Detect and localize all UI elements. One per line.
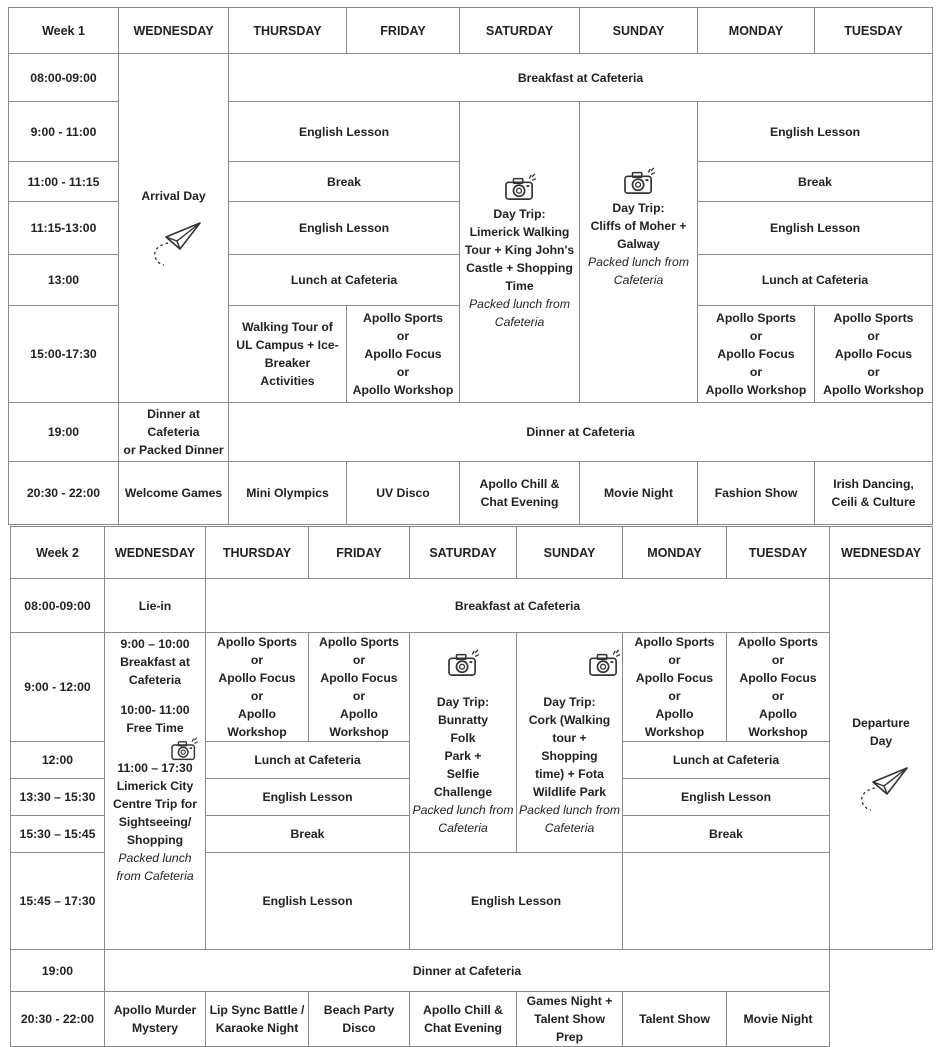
option-line: or <box>771 653 785 667</box>
lunch-cell: Lunch at Cafeteria <box>206 742 410 779</box>
packed-lunch-note: Packed lunch from <box>469 297 570 311</box>
option-line: Apollo Sports <box>319 635 399 649</box>
trip-line: Cliffs of Moher + <box>590 219 687 233</box>
packed-lunch-note: from Cafeteria <box>116 869 194 883</box>
option-line: or <box>668 653 681 667</box>
evening-activity-cell <box>815 462 933 525</box>
time-cell: 08:00-09:00 <box>11 579 105 633</box>
day-header: FRIDAY <box>309 527 410 579</box>
option-line: or <box>867 329 880 343</box>
time-cell: 11:00 - 11:15 <box>9 162 119 202</box>
camera-icon <box>622 167 656 195</box>
option-line: Apollo Workshop <box>352 383 454 397</box>
english-lesson-cell: English Lesson <box>410 853 623 950</box>
departure-line: Departure <box>852 716 910 730</box>
packed-lunch-note: Cafeteria <box>438 820 488 835</box>
evening-activity-cell: UV Disco <box>347 462 460 525</box>
packed-lunch-note: Cafeteria <box>613 273 664 287</box>
week-label: Week 2 <box>11 527 105 579</box>
option-line: or <box>396 329 410 343</box>
break-cell: Break <box>698 162 933 202</box>
evening-line: Karaoke Night <box>215 1021 299 1035</box>
evening-line: Games Night + <box>526 994 613 1008</box>
apollo-options-cell <box>206 633 309 742</box>
english-lesson-cell: English Lesson <box>623 779 830 816</box>
evening-activity-cell: Welcome Games <box>119 462 229 525</box>
evening-activity-cell <box>105 992 206 1047</box>
apollo-options-cell <box>698 306 815 403</box>
time-cell: 15:30 – 15:45 <box>11 816 105 853</box>
option-line: Apollo Focus <box>717 347 795 361</box>
trip-line: Day Trip: <box>543 694 596 709</box>
trip-line: Park + <box>444 748 482 763</box>
option-line: Apollo Workshop <box>748 707 808 739</box>
option-line: Apollo Focus <box>834 347 913 361</box>
option-line: Apollo Workshop <box>823 383 924 397</box>
option-line: Apollo Focus <box>320 671 398 685</box>
trip-line: Shopping <box>541 748 598 763</box>
day-header: TUESDAY <box>815 8 933 54</box>
evening-line: Beach Party <box>323 1003 395 1017</box>
camera-icon <box>169 737 199 761</box>
trip-line: Tour + King John's <box>464 243 575 257</box>
day-header: MONDAY <box>698 8 815 54</box>
paper-plane-icon <box>144 219 204 269</box>
plan-line: Centre Trip for <box>113 797 197 811</box>
day-header: SUNDAY <box>517 527 623 579</box>
apollo-options-cell <box>727 633 830 742</box>
option-line: Apollo Workshop <box>644 707 705 739</box>
week1-schedule-table <box>8 7 933 525</box>
saturday-day-trip-cell <box>460 102 580 403</box>
wednesday-dinner-cell <box>119 403 229 462</box>
week2-schedule-table <box>10 526 933 1047</box>
trip-line: Wildlife Park <box>532 784 607 799</box>
plan-line: 11:00 – 17:30 <box>117 761 193 775</box>
evening-activity-cell: Movie Night <box>580 462 698 525</box>
option-line: or <box>749 329 763 343</box>
activity-line: UL Campus + Ice- <box>236 338 339 352</box>
option-line: Apollo Sports <box>634 635 715 649</box>
time-cell: 19:00 <box>9 403 119 462</box>
option-line: Apollo Sports <box>217 635 297 649</box>
option-line: or <box>867 365 880 379</box>
time-cell: 9:00 - 12:00 <box>11 633 105 742</box>
activity-line: Breaker <box>264 356 311 370</box>
evening-activity-cell <box>206 992 309 1047</box>
wednesday-plan-cell <box>105 633 206 950</box>
option-line: or <box>668 689 681 703</box>
dinner-line: or Packed Dinner <box>123 443 224 457</box>
time-cell: 20:30 - 22:00 <box>9 462 119 525</box>
walking-tour-cell <box>229 306 347 403</box>
lunch-cell: Lunch at Cafeteria <box>229 255 460 306</box>
trip-line: Challenge <box>433 784 493 799</box>
activity-line: Activities <box>260 374 315 388</box>
day-header: THURSDAY <box>206 527 309 579</box>
evening-activity-cell: Talent Show <box>623 992 727 1047</box>
english-lesson-cell: English Lesson <box>229 102 460 162</box>
option-line: Apollo Focus <box>364 347 442 361</box>
option-line: or <box>250 689 264 703</box>
option-line: Apollo Workshop <box>329 707 389 739</box>
apollo-options-cell <box>623 633 727 742</box>
day-header: FRIDAY <box>347 8 460 54</box>
evening-line: Ceili & Culture <box>831 495 916 509</box>
option-line: Apollo Sports <box>738 635 818 649</box>
day-header: THURSDAY <box>229 8 347 54</box>
dinner-cell: Dinner at Cafeteria <box>105 950 830 992</box>
camera-icon <box>503 173 537 201</box>
english-lesson-cell: English Lesson <box>206 853 410 950</box>
departure-day-cell <box>830 579 933 950</box>
evening-line: Irish Dancing, <box>833 477 914 491</box>
lunch-cell: Lunch at Cafeteria <box>623 742 830 779</box>
plan-line: Free Time <box>126 721 184 735</box>
evening-activity-cell <box>410 992 517 1047</box>
evening-activity-cell: Mini Olympics <box>229 462 347 525</box>
apollo-options-cell <box>309 633 410 742</box>
option-line: or <box>352 653 366 667</box>
packed-lunch-note: Packed lunch <box>118 851 192 865</box>
trip-line: Time <box>505 279 534 293</box>
trip-line: Day Trip: <box>612 201 665 215</box>
day-header: WEDNESDAY <box>105 527 206 579</box>
time-cell: 19:00 <box>11 950 105 992</box>
day-header: TUESDAY <box>727 527 830 579</box>
english-lesson-cell: English Lesson <box>206 779 410 816</box>
option-line: or <box>250 653 264 667</box>
trip-line: Galway <box>617 237 660 251</box>
time-cell: 13:30 – 15:30 <box>11 779 105 816</box>
option-line: or <box>352 689 366 703</box>
plan-line: Shopping <box>126 833 184 847</box>
dinner-line: Dinner at Cafeteria <box>147 407 200 439</box>
breakfast-cell: Breakfast at Cafeteria <box>229 54 933 102</box>
plan-line: Cafeteria <box>128 673 182 687</box>
trip-line: Cork (Walking <box>528 712 611 727</box>
arrival-day-label: Arrival Day <box>141 189 206 203</box>
evening-line: Chat Evening <box>424 1021 502 1035</box>
evening-line: Mystery <box>131 1021 179 1035</box>
evening-line: Chat Evening <box>480 495 559 509</box>
paper-plane-icon <box>851 764 911 814</box>
trip-line: Folk <box>450 730 476 745</box>
evening-activity-cell: Fashion Show <box>698 462 815 525</box>
evening-line: Lip Sync Battle / <box>209 1003 305 1017</box>
break-cell: Break <box>229 162 460 202</box>
plan-line: Limerick City <box>116 779 194 793</box>
time-cell: 20:30 - 22:00 <box>11 992 105 1047</box>
plan-line: Sightseeing/ <box>118 815 192 829</box>
time-cell: 08:00-09:00 <box>9 54 119 102</box>
time-cell: 15:45 – 17:30 <box>11 853 105 950</box>
english-lesson-cell: English Lesson <box>229 202 460 255</box>
break-cell: Break <box>206 816 410 853</box>
packed-lunch-note: Packed lunch from <box>519 802 620 817</box>
dinner-cell: Dinner at Cafeteria <box>229 403 933 462</box>
trip-line: Castle + Shopping <box>466 261 573 275</box>
time-cell: 11:15-13:00 <box>9 202 119 255</box>
lie-in-cell: Lie-in <box>105 579 206 633</box>
departure-line: Day <box>869 734 893 748</box>
packed-lunch-note: Cafeteria <box>494 315 545 329</box>
day-header: SATURDAY <box>410 527 517 579</box>
day-header: WEDNESDAY <box>119 8 229 54</box>
camera-icon <box>446 649 480 677</box>
trip-line: time) + Fota <box>535 766 604 781</box>
evening-line: Disco <box>342 1021 376 1035</box>
packed-lunch-note: Packed lunch from <box>588 255 689 269</box>
day-header: MONDAY <box>623 527 727 579</box>
trip-line: tour + <box>552 730 587 745</box>
english-lesson-cell: English Lesson <box>698 102 933 162</box>
evening-line: Talent Show Prep <box>534 1012 605 1044</box>
time-cell: 15:00-17:30 <box>9 306 119 403</box>
evening-line: Apollo Chill & <box>423 1003 503 1017</box>
apollo-options-cell <box>815 306 933 403</box>
option-line: Apollo Focus <box>739 671 817 685</box>
time-cell: 12:00 <box>11 742 105 779</box>
evening-activity-cell <box>309 992 410 1047</box>
trip-line: Bunratty <box>437 712 489 727</box>
sunday-day-trip-cell <box>517 633 623 853</box>
option-line: Apollo Workshop <box>705 383 807 397</box>
trip-line: Day Trip: <box>436 694 490 709</box>
evening-activity-cell <box>460 462 580 525</box>
day-header: WEDNESDAY <box>830 527 933 579</box>
option-line: or <box>749 365 763 379</box>
apollo-options-cell <box>347 306 460 403</box>
time-cell: 13:00 <box>9 255 119 306</box>
evening-line: Apollo Chill & <box>479 477 560 491</box>
option-line: or <box>771 689 785 703</box>
camera-icon <box>587 649 621 677</box>
evening-activity-cell: Movie Night <box>727 992 830 1047</box>
plan-line: 9:00 – 10:00 <box>120 637 190 651</box>
option-line: Apollo Focus <box>218 671 296 685</box>
option-line: Apollo Focus <box>635 671 714 685</box>
day-header: SUNDAY <box>580 8 698 54</box>
trip-line: Day Trip: <box>493 207 546 221</box>
saturday-day-trip-cell <box>410 633 517 853</box>
lunch-cell: Lunch at Cafeteria <box>698 255 933 306</box>
english-lesson-cell: English Lesson <box>698 202 933 255</box>
option-line: or <box>396 365 410 379</box>
day-header: SATURDAY <box>460 8 580 54</box>
trip-line: Limerick Walking <box>469 225 570 239</box>
plan-line: 10:00- 11:00 <box>120 703 190 717</box>
evening-line: Apollo Murder <box>113 1003 197 1017</box>
option-line: Apollo Sports <box>716 311 796 325</box>
option-line: Apollo Workshop <box>227 707 287 739</box>
sunday-day-trip-cell <box>580 102 698 403</box>
packed-lunch-note: Cafeteria <box>544 820 595 835</box>
break-cell: Break <box>623 816 830 853</box>
week-label: Week 1 <box>9 8 119 54</box>
time-cell: 9:00 - 11:00 <box>9 102 119 162</box>
breakfast-cell: Breakfast at Cafeteria <box>206 579 830 633</box>
arrival-day-cell <box>119 54 229 403</box>
option-line: Apollo Sports <box>363 311 443 325</box>
evening-activity-cell <box>517 992 623 1047</box>
trip-line: Selfie <box>446 766 480 781</box>
packed-lunch-note: Packed lunch from <box>412 802 514 817</box>
option-line: Apollo Sports <box>833 311 914 325</box>
activity-line: Walking Tour of <box>242 320 333 334</box>
plan-line: Breakfast at <box>120 655 190 669</box>
